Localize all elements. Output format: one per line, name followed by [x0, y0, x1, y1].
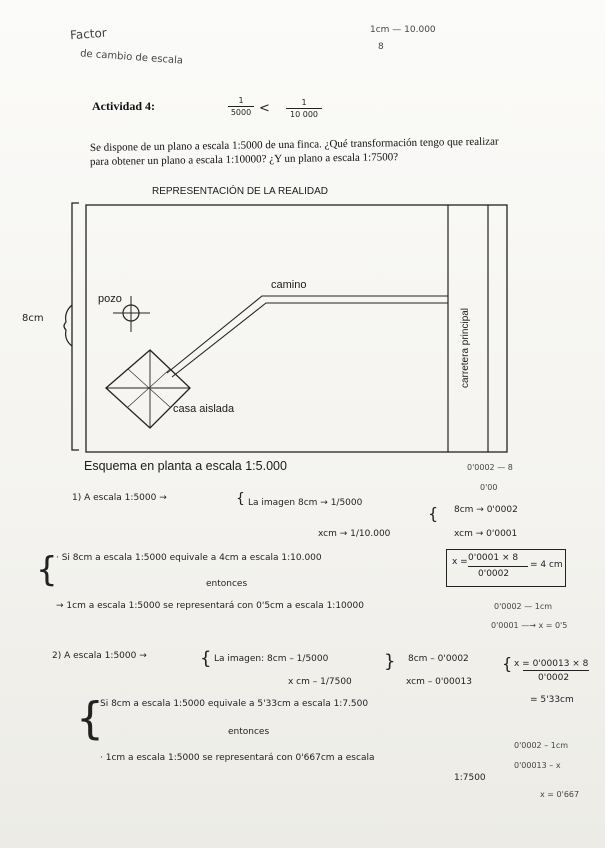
part2-bullet1: Si 8cm a escala 1:5000 equivale a 5'33cm a escala 1:7.500 [100, 699, 369, 709]
part2-big-brace: { [76, 693, 104, 744]
part2-note-b: 0'00013 – x [514, 761, 561, 770]
note-top-right-1: 1cm — 10.000 [370, 25, 436, 35]
fraction-right-den: 10 000 [290, 110, 318, 119]
side-note-1: 0'0002 — 8 [467, 463, 513, 472]
label-camino: camino [271, 279, 307, 291]
compare-sign: < [259, 101, 270, 116]
part2-mid-line1: 8cm – 0'0002 [408, 654, 469, 664]
part1-bullet2: → 1cm a escala 1:5000 se representará con 0'5cm a escala 1:10000 [56, 601, 364, 611]
part1-box-den: 0'0002 [478, 569, 510, 579]
fraction-right-num: 1 [301, 98, 307, 107]
part1-box-bar [468, 566, 528, 567]
label-pozo: pozo [98, 293, 122, 305]
part1-box-num: 0'0001 × 8 [468, 553, 519, 563]
fraction-left-num: 1 [238, 96, 244, 105]
diagram-caption: Esquema en planta a escala 1:5.000 [84, 459, 287, 473]
part1-note-a: 0'0002 — 1cm [494, 602, 553, 611]
part2-bullet2-b: 1:7500 [454, 773, 486, 783]
part2-mid-line2: xcm – 0'00013 [406, 677, 472, 687]
part2-x-res: = 5'33cm [530, 695, 574, 705]
side-label-8cm: 8cm [22, 313, 44, 324]
part2-img-line1: La imagen: 8cm – 1/5000 [214, 654, 329, 664]
part2-brace-right: { [502, 654, 513, 673]
part1-img-line2: xcm → 1/10.000 [318, 529, 391, 539]
part2-brace-mid: } [384, 651, 396, 672]
part2-x-bar [523, 670, 589, 671]
part2-brace: { [200, 648, 212, 669]
curly-brace [64, 305, 72, 346]
note-cambio-escala: de cambio de escala [79, 48, 184, 67]
diagram-title: REPRESENTACIÓN DE LA REALIDAD [152, 186, 328, 197]
label-casa-aislada: casa aislada [173, 403, 235, 415]
part2-x-num: x = 0'00013 × 8 [514, 659, 589, 669]
part1-right-line2: xcm → 0'0001 [454, 529, 518, 539]
part1-box-res: = 4 cm [530, 560, 563, 570]
plan-frame [86, 205, 507, 452]
part1-right-line1: 8cm → 0'0002 [454, 505, 518, 515]
part1-box-lhs: x = [452, 557, 468, 567]
fraction-left-den: 5000 [230, 108, 252, 117]
side-note-2: 0'00 [480, 483, 498, 492]
path-camino-top [167, 296, 448, 373]
part2-note-c: x = 0'667 [540, 790, 580, 799]
path-camino-bottom [172, 303, 448, 377]
part2-head: 2) A escala 1:5000 → [52, 651, 147, 661]
activity-title: Actividad 4: [92, 99, 155, 113]
note-top-right-2: 8 [378, 42, 384, 52]
part1-bullet1-b: entonces [206, 579, 248, 589]
part2-img-line2: x cm – 1/7500 [288, 677, 352, 687]
note-factor: Factor [69, 25, 108, 43]
part1-big-brace: { [36, 550, 58, 590]
label-carretera: carretera principal [460, 307, 471, 388]
part2-x-den: 0'0002 [538, 673, 570, 683]
part1-brace-right: { [428, 504, 439, 523]
part1-note-b: 0'0001 —→ x = 0'5 [491, 621, 568, 630]
part2-note-a: 0'0002 – 1cm [514, 741, 569, 750]
statement-line-2: para obtener un plano a escala 1:10000? ¿Y un plano a escala 1:7500? [89, 151, 399, 168]
left-bracket [72, 203, 79, 450]
part1-head: 1) A escala 1:5000 → [72, 493, 167, 503]
part1-img-line1: La imagen 8cm → 1/5000 [248, 498, 363, 508]
part2-bullet2: · 1cm a escala 1:5000 se representará con 0'667cm a escala [100, 753, 375, 763]
part2-bullet1-b: entonces [228, 727, 270, 737]
part1-brace: { [236, 491, 245, 507]
part1-bullet1: · Si 8cm a escala 1:5000 equivale a 4cm a escala 1:10.000 [56, 553, 322, 563]
statement-line-1: Se dispone de un plano a escala 1:5000 de una finca. ¿Qué transformación tengo que realizar [89, 135, 499, 154]
